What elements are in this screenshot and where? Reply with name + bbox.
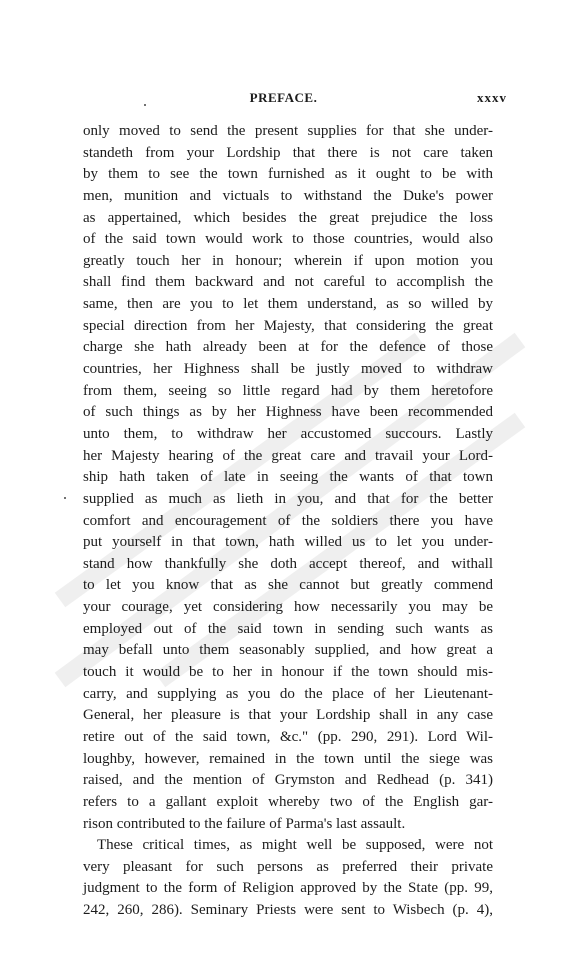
text-line: your courage, yet considering how necessarily you may be: [83, 599, 493, 616]
text-line: These critical times, as might well be supposed, were not: [97, 837, 493, 854]
text-line: only moved to send the present supplies for that she under-: [83, 123, 493, 139]
text-line: her Majesty hearing of the great care and travail your Lord-: [83, 447, 493, 464]
text-line: charge she hath already been at for the defence of those: [83, 339, 493, 356]
text-line: standeth from your Lordship that there is not care taken: [83, 144, 493, 161]
text-line: ship hath taken of late in seeing the wants of that town: [83, 469, 493, 486]
text-line: supplied as much as lieth in you, and that for the better: [83, 490, 493, 507]
text-line: countries, her Highness shall be justly moved to withdraw: [83, 361, 493, 378]
speck: [144, 104, 146, 106]
text-line: as appertained, which besides the great prejudice the loss: [83, 209, 493, 226]
text-line: refers to a gallant exploit whereby two of the English gar-: [83, 793, 493, 810]
text-line: stand how thankfully she doth accept thereof, and withall: [83, 555, 493, 572]
text-line: same, then are you to let them understand, as so willed by: [83, 296, 493, 313]
text-line: by them to see the town furnished as it ought to be with: [83, 166, 493, 183]
text-line: very pleasant for such persons as preferred their private: [83, 858, 493, 875]
text-line: put yourself in that town, hath willed us to let you under-: [83, 534, 493, 551]
text-line: rison contributed to the failure of Parma's last assault.: [83, 815, 406, 832]
text-line: to let you know that as she cannot but greatly commend: [83, 577, 493, 594]
running-title: PREFACE.: [249, 90, 318, 105]
text-line: touch it would be to her in honour if the town should mis-: [83, 664, 493, 681]
body-text: [83, 121, 493, 922]
text-line: employed out of the said town in sending such wants as: [83, 620, 493, 637]
text-line: from them, seeing so little regard had by them heretofore: [83, 382, 493, 399]
text-line: 242, 260, 286). Seminary Priests were sent to Wisbech (p. 4),: [83, 902, 493, 919]
text-line: retire out of the said town, &c." (pp. 290, 291). Lord Wil-: [83, 728, 493, 745]
text-line: comfort and encouragement of the soldiers there you have: [83, 512, 493, 529]
text-line: unto them, to withdraw her accustomed succours. Lastly: [83, 425, 493, 442]
text-line: judgment to the form of Religion approved by the State (pp. 99,: [83, 880, 493, 897]
page-number: xxxv: [477, 90, 507, 105]
text-line: men, munition and victuals to withstand the Duke's power: [83, 187, 493, 204]
text-line: General, her pleasure is that your Lordship shall in any case: [83, 707, 493, 724]
text-line: carry, and supplying as you do the place of her Lieutenant-: [83, 685, 493, 702]
running-header: [0, 90, 567, 106]
text-line: shall find them backward and not careful to accomplish the: [83, 274, 493, 291]
speck: [64, 497, 66, 499]
text-line: loughby, however, remained in the town until the siege was: [83, 750, 493, 767]
text-line: may befall unto them seasonably supplied, and how great a: [83, 642, 493, 659]
text-line: of such things as by her Highness have been recommended: [83, 404, 493, 421]
text-line: special direction from her Majesty, that considering the great: [83, 317, 493, 334]
text-line: greatly touch her in honour; wherein if upon motion you: [83, 252, 493, 269]
text-line: of the said town would work to those countries, would also: [83, 231, 493, 248]
text-line: raised, and the mention of Grymston and Redhead (p. 341): [83, 772, 493, 789]
